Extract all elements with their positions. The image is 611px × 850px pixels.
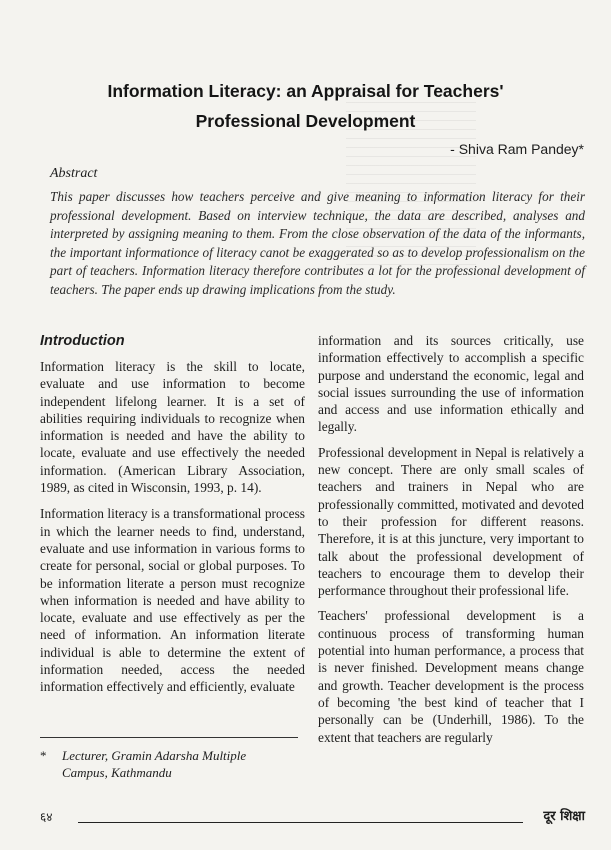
footnote-line-1: Lecturer, Gramin Adarsha Multiple xyxy=(62,748,247,763)
page-number: ६४ xyxy=(40,810,53,824)
footnote-mark: * xyxy=(40,748,47,763)
introduction-heading: Introduction xyxy=(40,333,125,349)
body-paragraph: Professional development in Nepal is relatively a new concept. There are only small scales of teachers and trainers in Nepal who are professionally committed, motivated and devoted to their profession for different reasons. Therefore, it is at this juncture, very important to talk about the professional development of teachers to encourage them to develop their performance throughout their professional life. xyxy=(318,444,584,599)
footnote-line-2: Campus, Kathmandu xyxy=(62,765,172,780)
title-line-1: Information Literacy: an Appraisal for Teachers' xyxy=(107,81,504,101)
footnote xyxy=(40,747,305,781)
right-column xyxy=(318,332,584,754)
title-line-2: Professional Development xyxy=(195,111,416,131)
footnote-divider xyxy=(40,737,298,738)
body-paragraph: information and its sources critically, use information effectively to accomplish a specific purpose and understand the economic, legal and social issues surrounding the use of information and access and use information ethically and legally. xyxy=(318,333,584,435)
author-name: - Shiva Ram Pandey* xyxy=(450,141,584,157)
article-title xyxy=(40,76,571,136)
left-column xyxy=(40,332,305,705)
abstract-body: This paper discusses how teachers perceive and give meaning to information literacy for their professional development. Based on interview technique, the data are described, analyses and interpreted by assigning meaning to them. From the close observation of the data of the informants, the important informationce of literacy canot be exaggerated so as to develop professionalism on the part of teachers. Information literacy therefore contributes a lot for the professional development of teachers. The paper ends up drawing implications from the study. xyxy=(50,189,585,297)
body-paragraph: Information literacy is the skill to locate, evaluate and use information to become independent lifelong learner. It is a set of abilities requiring individuals to recognize when information is needed and have the ability to locate, evaluate and use effectively the needed information. (American Library Association, 1989, as cited in Wisconsin, 1993, p. 14). xyxy=(40,359,305,496)
footer-rule xyxy=(78,822,523,823)
journal-name: दूर शिक्षा xyxy=(543,809,585,824)
abstract-heading: Abstract xyxy=(50,166,98,181)
body-paragraph: Information literacy is a transformational process in which the learner needs to find, understand, evaluate and use information in various forms to create for personal, social or global purposes. To be information literate a person must recognize when information is needed and have ability to locate, evaluate and use effectively as per the need of information. An information literate individual is able to determine the extent of information needed, access the needed information effectively and efficiently, evaluate xyxy=(40,506,305,695)
body-paragraph: Teachers' professional development is a continuous process of transforming human potential into human performance, a process that is never finished. Development means change and growth. Teacher development is the process of becoming 'the best kind of teacher that I personally can be (Underhill, 1986). To the extent that teachers are regularly xyxy=(318,608,584,745)
page-footer xyxy=(40,806,585,830)
